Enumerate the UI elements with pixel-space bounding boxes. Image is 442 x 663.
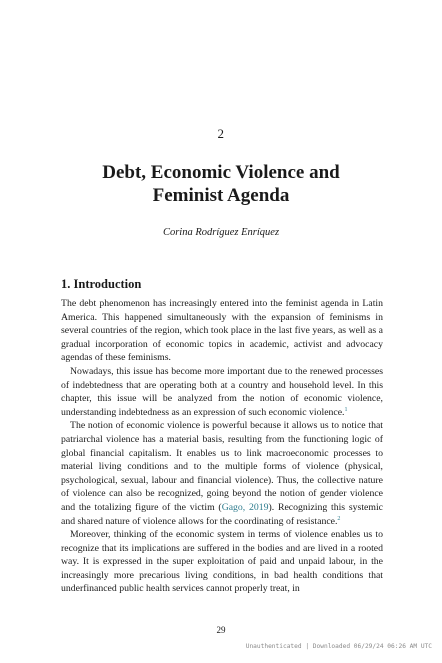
chapter-title-line-1: Debt, Economic Violence and — [102, 162, 340, 183]
paragraph-2-text: Nowadays, this issue has become more important due to the renewed processes of indebtedness that are operating both at a country and household level. In this chapter, this issue will be analyzed from the notion of economic violence, understanding indebtedness as an expression of such economic violence. — [61, 365, 383, 418]
body-text — [61, 297, 383, 596]
page-number: 29 — [216, 625, 226, 635]
chapter-number: 2 — [217, 126, 225, 141]
paragraph-3-text-b: ). Recognizing this systemic and shared nature of violence allows for the coordinating of resistance. — [61, 501, 383, 527]
chapter-title-line-2: Feminist Agenda — [152, 185, 290, 206]
paragraph-4: Moreover, thinking of the economic system in terms of violence enables us to recognize that its implications are suffered in the bodies and are lived in a rooted way. It is expressed in the super exploitation of paid and unpaid labour, in the increasingly more precarious living conditions, in bad health conditions that underfinanced public health services cannot properly treat, in — [61, 529, 383, 595]
paragraph-2 — [61, 365, 383, 419]
footnote-marker-1[interactable]: 1 — [344, 406, 348, 413]
section-heading: 1. Introduction — [61, 277, 142, 291]
paragraph-3 — [61, 419, 383, 528]
chapter-author: Corina Rodríguez Enríquez — [162, 227, 280, 238]
citation-link-gago-2019[interactable]: Gago, 2019 — [221, 501, 269, 513]
paragraph-3-text-a: The notion of economic violence is powerful because it allows us to notice that patriarchal violence has a material basis, resulting from the functioning logic of global financial capitalism. It enables us to link macroeconomic processes to material living conditions and to the multiple forms of violence (physical, psychological, sexual, labour and financial violence). Thus, the collective nature of violence can also be recognized, going beyond the notion of gender violence and the totalizing figure of the victim ( — [61, 420, 383, 513]
download-note: Unauthenticated | Downloaded 06/29/24 06:26 AM UTC — [245, 643, 432, 650]
paragraph-1: The debt phenomenon has increasingly entered into the feminist agenda in Latin America. This happened simultaneously with the expansion of feminisms in several countries of the region, which took place in the last five years, as well as a gradual incorporation of economic topics in academic, activist and advocacy agendas of these feminisms. — [61, 298, 383, 364]
chapter-title — [40, 161, 402, 207]
footnote-marker-2[interactable]: 2 — [337, 515, 341, 522]
